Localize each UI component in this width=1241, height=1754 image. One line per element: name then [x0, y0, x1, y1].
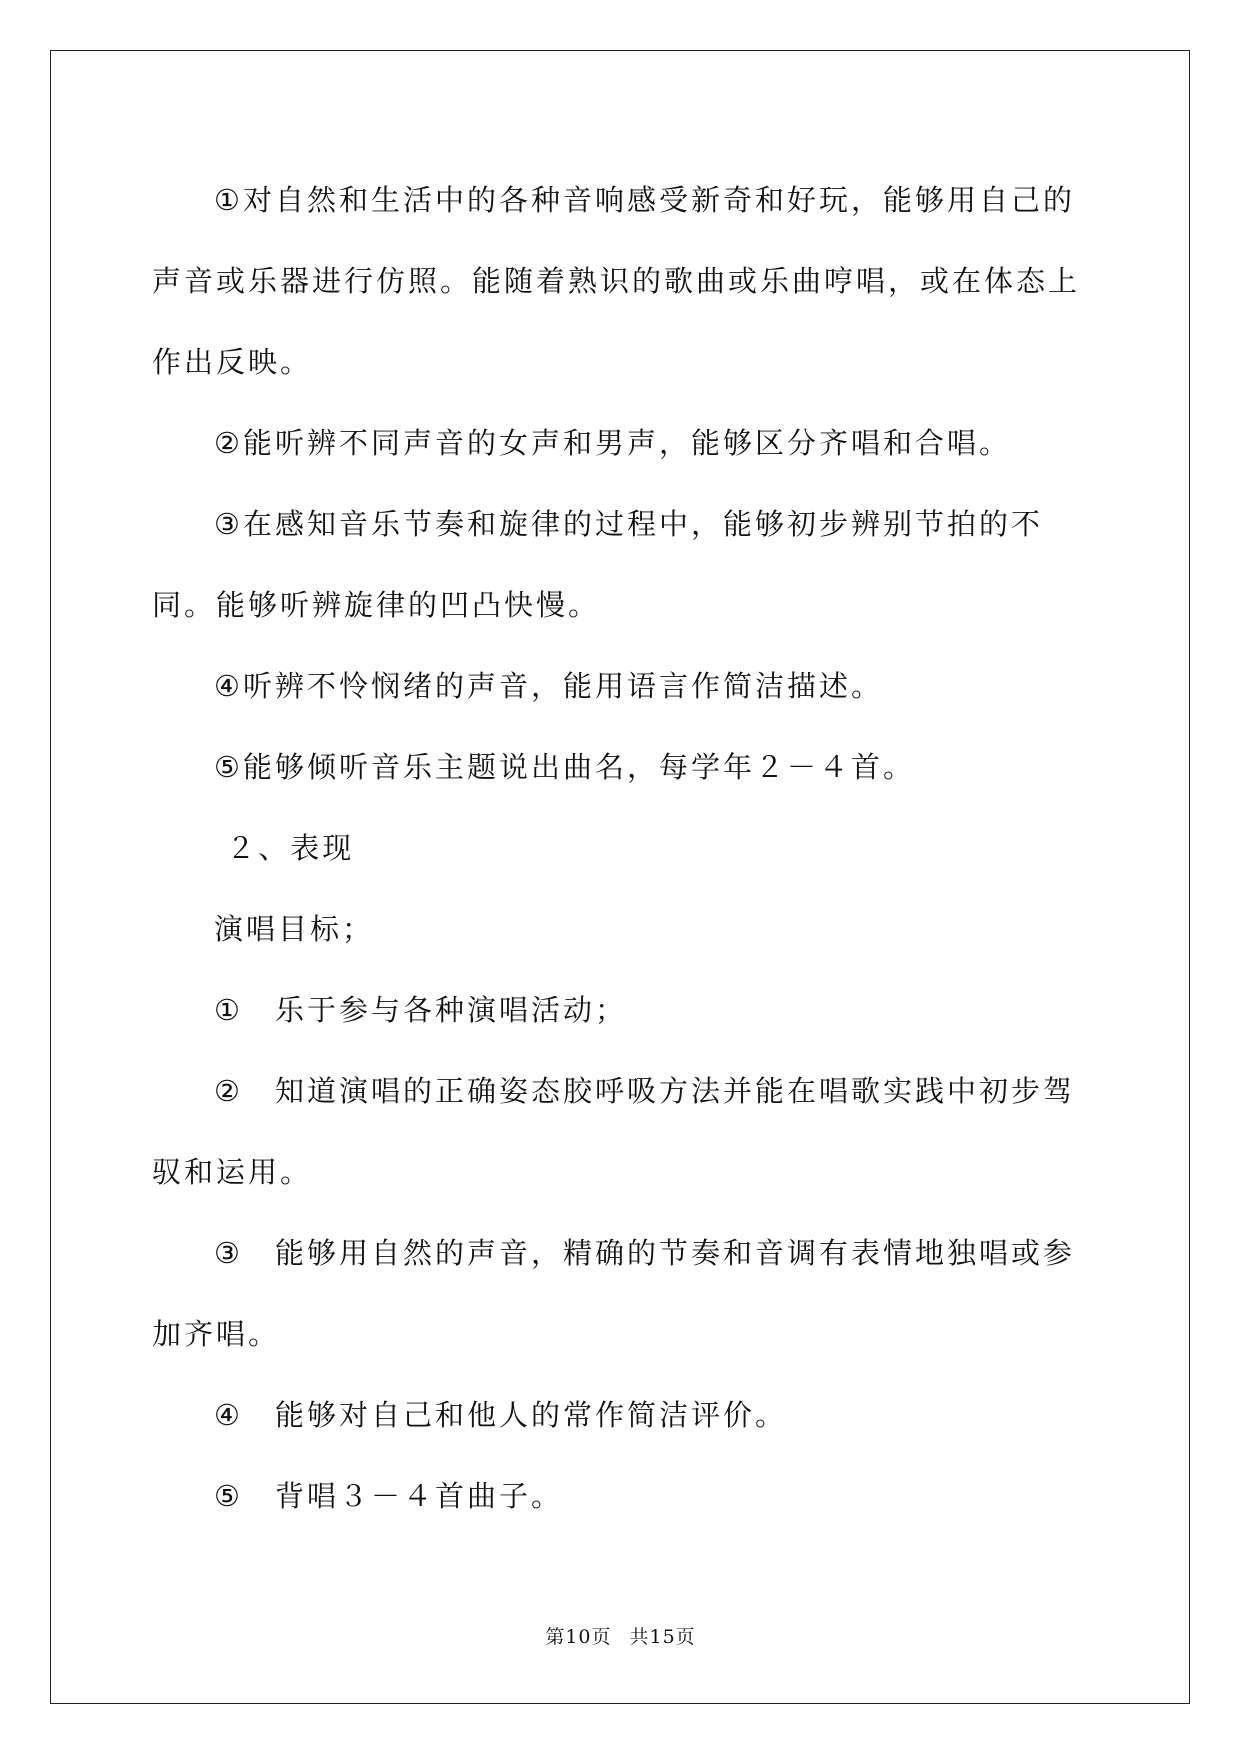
- paragraph-4: ④听辨不怜悯绪的声音，能用语言作简洁描述。: [214, 669, 883, 703]
- paragraph-5: ⑤能够倾听音乐主题说出曲名，每学年２－４首。: [214, 750, 915, 784]
- page-total: 共15页: [629, 1626, 696, 1648]
- document-body: [152, 160, 1092, 1537]
- paragraph-6: ① 乐于参与各种演唱活动；: [214, 993, 627, 1027]
- subsection-heading: 演唱目标；: [214, 912, 375, 946]
- section-heading: ２、表现: [214, 831, 355, 865]
- page-footer: [0, 1622, 1241, 1649]
- paragraph-1: ①对自然和生活中的各种音响感受新奇和好玩，能够用自己的声音或乐器进行仿照。能随着熟识的歌曲或乐曲哼唱，或在体态上作出反映。: [152, 183, 1081, 379]
- paragraph-7: ② 知道演唱的正确姿态胶呼吸方法并能在唱歌实践中初步驾驭和运用。: [152, 1074, 1075, 1189]
- page-number: 第10页: [545, 1626, 612, 1648]
- paragraph-3: ③在感知音乐节奏和旋律的过程中，能够初步辨别节拍的不同。能够听辨旋律的凹凸快慢。: [152, 507, 1043, 622]
- paragraph-2: ②能听辨不同声音的女声和男声，能够区分齐唱和合唱。: [214, 426, 1011, 460]
- paragraph-9: ④ 能够对自己和他人的常作简洁评价。: [214, 1398, 787, 1432]
- paragraph-8: ③ 能够用自然的声音，精确的节奏和音调有表情地独唱或参加齐唱。: [152, 1236, 1075, 1351]
- paragraph-10: ⑤ 背唱３－４首曲子。: [214, 1479, 563, 1513]
